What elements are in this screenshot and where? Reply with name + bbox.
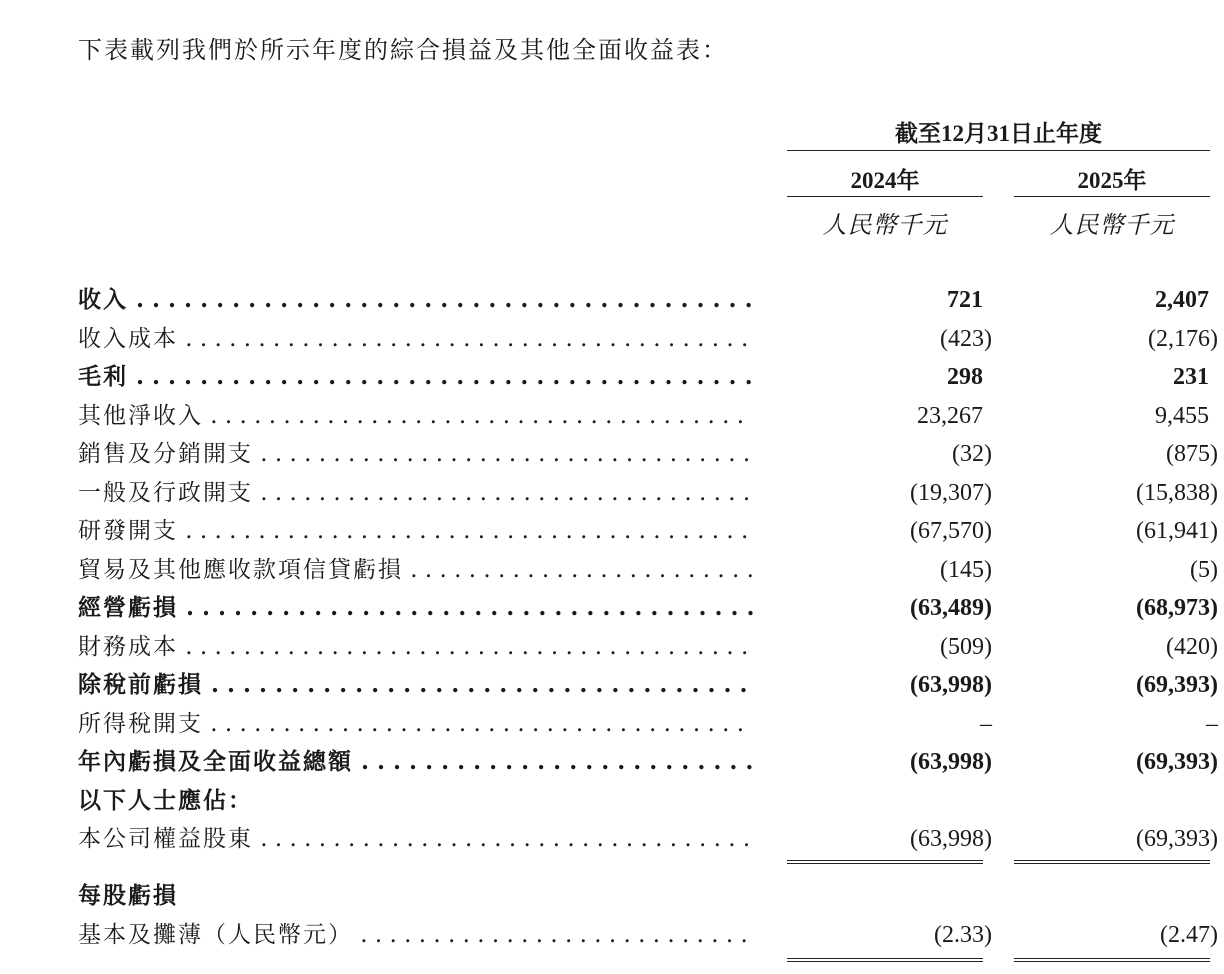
header-year-2024: 2024年: [850, 168, 920, 193]
eps-row: [0, 917, 1224, 953]
row-value-2024: (67,570): [910, 518, 992, 544]
row-label: 研發開支 . . .: [78, 513, 753, 549]
row-label: 所得稅開支 . . .: [78, 706, 753, 742]
table-row: [0, 821, 1224, 857]
row-value-2024: (509): [940, 634, 992, 660]
row-value-2025: 231: [1173, 364, 1209, 390]
table-row: [0, 398, 1224, 434]
row-value-2024: (145): [940, 557, 992, 583]
table-row: [0, 513, 1224, 549]
header-year-2025: 2025年: [1077, 168, 1147, 193]
eps-label: 基本及攤薄（人民幣元） . . .: [78, 917, 753, 953]
header-rule-top: [787, 150, 1210, 151]
intro-text: 下表載列我們於所示年度的綜合損益及其他全面收益表：: [78, 36, 728, 64]
header-rule-2024: [787, 196, 983, 197]
row-value-2025: (5): [1190, 557, 1218, 583]
table-row: [0, 552, 1224, 588]
row-value-2024: (63,998): [910, 749, 992, 775]
table-row: [0, 706, 1224, 742]
eps-rule-2024: [787, 958, 983, 962]
row-value-2025: (61,941): [1136, 518, 1218, 544]
eps-value-2024: (2.33): [934, 922, 992, 948]
row-value-2025: (2,176): [1148, 326, 1218, 352]
table-row: [0, 590, 1224, 626]
total-rule-2025: [1014, 860, 1210, 864]
total-rule-2024: [787, 860, 983, 864]
eps-title-row: [0, 878, 1224, 914]
row-value-2024: (63,998): [910, 826, 992, 852]
row-value-2025: (420): [1166, 634, 1218, 660]
row-value-2024: (63,998): [910, 672, 992, 698]
header-unit-2025: 人民幣千元: [1049, 211, 1175, 239]
row-label: 毛利 . . .: [78, 359, 753, 395]
row-value-2025: (68,973): [1136, 595, 1218, 621]
row-label: 收入 . . .: [78, 282, 753, 318]
table-row: [0, 359, 1224, 395]
row-value-2024: –: [980, 711, 992, 737]
row-value-2025: 2,407: [1155, 287, 1209, 313]
row-label: 年內虧損及全面收益總額 . . .: [78, 744, 753, 780]
table-row: [0, 783, 1224, 819]
row-label: 其他淨收入 . . .: [78, 398, 753, 434]
header-rule-2025: [1014, 196, 1210, 197]
row-label: 經營虧損 . . .: [78, 590, 753, 626]
row-label: 一般及行政開支 . . .: [78, 475, 753, 511]
table-row: [0, 436, 1224, 472]
row-label: 本公司權益股東 . . .: [78, 821, 753, 857]
row-value-2025: (15,838): [1136, 480, 1218, 506]
row-value-2025: –: [1206, 711, 1218, 737]
row-value-2024: (63,489): [910, 595, 992, 621]
row-value-2024: 23,267: [917, 403, 983, 429]
row-value-2024: (32): [952, 441, 992, 467]
eps-title: 每股虧損: [78, 882, 178, 909]
row-label: 收入成本 . . .: [78, 321, 753, 357]
row-value-2025: (69,393): [1136, 826, 1218, 852]
table-row: [0, 475, 1224, 511]
table-row: [0, 282, 1224, 318]
row-value-2025: 9,455: [1155, 403, 1209, 429]
eps-rule-2025: [1014, 958, 1210, 962]
table-row: [0, 321, 1224, 357]
table-row: [0, 667, 1224, 703]
row-label: 財務成本 . . .: [78, 629, 753, 665]
row-label: 除稅前虧損 . . .: [78, 667, 753, 703]
row-label: 銷售及分銷開支 . . .: [78, 436, 753, 472]
eps-value-2025: (2.47): [1160, 922, 1218, 948]
row-label: 以下人士應佔：: [78, 787, 253, 814]
row-value-2024: 298: [947, 364, 983, 390]
row-value-2025: (69,393): [1136, 672, 1218, 698]
row-value-2024: (19,307): [910, 480, 992, 506]
row-value-2025: (69,393): [1136, 749, 1218, 775]
row-label: 貿易及其他應收款項信貸虧損 . . .: [78, 552, 753, 588]
table-row: [0, 744, 1224, 780]
row-value-2025: (875): [1166, 441, 1218, 467]
table-header-period: 截至12月31日止年度: [895, 121, 1102, 146]
row-value-2024: 721: [947, 287, 983, 313]
table-row: [0, 629, 1224, 665]
row-value-2024: (423): [940, 326, 992, 352]
header-unit-2024: 人民幣千元: [822, 211, 948, 239]
